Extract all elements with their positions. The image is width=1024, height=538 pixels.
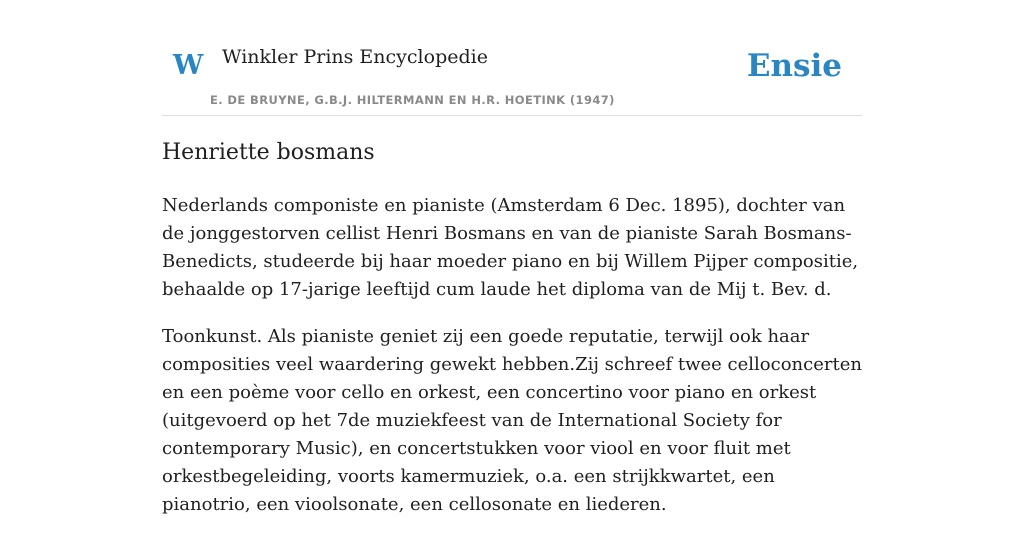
article-paragraph-2: Toonkunst. Als pianiste geniet zij een goede reputatie, terwijl ook haar composities veel waardering gewekt hebben.Zij schreef twee celloconcerten en een poème voor cello en orkest, een concertino voor piano en orkest (uitgevoerd op het 7de muziekfeest van de International Society for contemporary Music), en concertstukken voor viool en voor fluit met orkestbegeleiding, voorts kamermuziek, o.a. een strijkkwartet, een pianotrio, een vioolsonate, een cellosonate en liederen. [162,326,862,515]
winkler-prins-logo-icon[interactable]: W [173,50,204,81]
article-body [162,192,862,538]
encyclopedia-authors: E. DE BRUYNE, G.B.J. HILTERMANN EN H.R. HOETINK (1947) [210,93,615,107]
header [162,0,862,116]
article-title: Henriette bosmans [162,140,375,165]
ensie-brand-logo[interactable]: Ensie [746,48,842,84]
page [162,0,862,515]
article-paragraph-1: Nederlands componiste en pianiste (Amsterdam 6 Dec. 1895), dochter van de jonggestorven cellist Henri Bosmans en van de pianiste Sarah Bosmans-Benedicts, studeerde bij haar moeder piano en bij Willem Pijper compositie, behaalde op 17-jarige leeftijd cum laude het diploma van de Mij t. Bev. d. [162,195,859,300]
encyclopedia-title[interactable]: Winkler Prins Encyclopedie [222,46,488,68]
